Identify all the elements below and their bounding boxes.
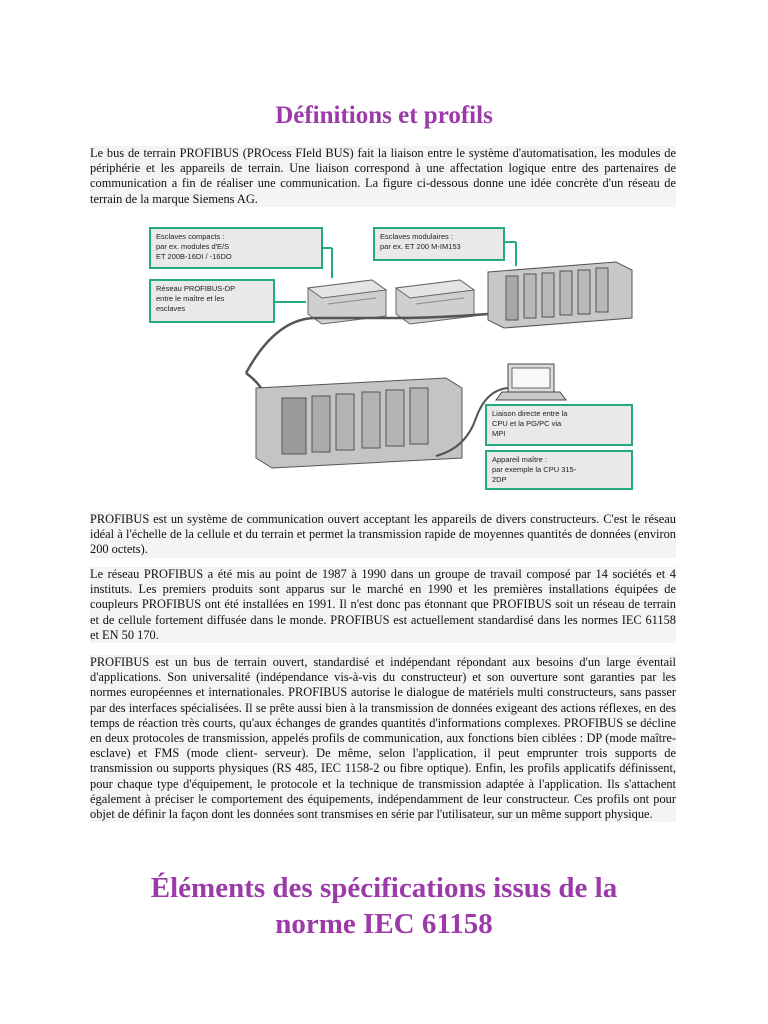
svg-text:esclaves: esclaves bbox=[156, 304, 186, 313]
svg-text:Esclaves compacts :: Esclaves compacts : bbox=[156, 232, 225, 241]
label-master-device bbox=[486, 451, 632, 489]
svg-text:par ex. ET 200 M-IM153: par ex. ET 200 M-IM153 bbox=[380, 242, 461, 251]
svg-text:2DP: 2DP bbox=[492, 475, 507, 484]
svg-text:Liaison directe entre la: Liaison directe entre la bbox=[492, 409, 568, 418]
title2-line2: norme IEC 61158 bbox=[275, 908, 493, 940]
intro-paragraph: Le bus de terrain PROFIBUS (PROcess FIeld BUS) fait la liaison entre le système d'automatisation, les modules de périphérie et les appareils de terrain. Une liaison correspond à une affectation logique entre des partenaires de communication a fin de réaliser une communication. La figure ci-dessous donne une idée concrète d'un réseau de terrain de la marque Siemens AG. bbox=[90, 146, 676, 206]
profibus-network-figure bbox=[136, 218, 636, 493]
svg-text:Esclaves modulaires :: Esclaves modulaires : bbox=[380, 232, 453, 241]
laptop-pgpc bbox=[496, 364, 566, 400]
modular-slave-rack bbox=[488, 262, 632, 328]
title2-line1: Éléments des spécifications issus de la bbox=[150, 872, 618, 904]
section-title-definitions: Définitions et profils bbox=[275, 102, 493, 129]
label-compact-slaves bbox=[150, 228, 322, 268]
master-rack bbox=[256, 378, 462, 468]
svg-text:par ex. modules d'E/S: par ex. modules d'E/S bbox=[156, 242, 230, 251]
section-title-iec61158 bbox=[0, 870, 768, 942]
paragraph-profiles: PROFIBUS est un bus de terrain ouvert, standardisé et indépendant répondant aux besoins d'un large éventail d'applications. Son universalité (indépendance vis-à-vis du constructeur) et son ouverture sont garanties par les normes européennes et internationales. PROFIBUS autorise le dialogue de matériels multi constructeurs, sans passer par des interfaces spécialisées. Il se prête aussi bien à la transmission de données exigeant des actions réflexes, en des temps de réaction très courts, qu'aux échanges de grandes quantités d'informations complexes. PROFIBUS se décline en deux protocoles de transmission, appelés profils de communication, aux fonctions bien ciblées : DP (mode maître-esclave) et FMS (mode client- serveur). De même, selon l'application, il peut emprunter trois supports de transmission ou supports physiques (RS 485, IEC 1158-2 ou fibre optique). Enfin, les profils applicatifs définissent, pour chaque type d'équipement, le protocole et la technique de transmission adaptée à l'application. Ils s'attachent également à préciser le comportement des équipements, indépendamment de leur constructeur. Ces profils ont pour objet de définir la façon dont les données sont transmises en série par l'utilisateur, sur un même support physique. bbox=[90, 655, 676, 822]
svg-text:entre le maître et les: entre le maître et les bbox=[156, 294, 225, 303]
svg-text:Appareil maître :: Appareil maître : bbox=[492, 455, 548, 464]
label-direct-link bbox=[486, 405, 632, 445]
svg-text:Réseau PROFIBUS-DP: Réseau PROFIBUS-DP bbox=[156, 284, 236, 293]
paragraph-history: Le réseau PROFIBUS a été mis au point de 1987 à 1990 dans un groupe de travail composé par 14 sociétés et 4 instituts. Les premiers produits sont apparus sur le marché en 1990 et les premières installations équipées de coupleurs PROFIBUS ont été installées en 1991. Il n'est donc pas étonnant que PROFIBUS soit un réseau de terrain et de cellule fortement diffusée dans le monde. PROFIBUS est actuellement standardisé dans les normes IEC 61158 et EN 50 170. bbox=[90, 567, 676, 642]
label-profibus-network bbox=[150, 280, 274, 322]
svg-text:MPI: MPI bbox=[492, 429, 506, 438]
svg-text:ET 200B-16DI / -16DO: ET 200B-16DI / -16DO bbox=[156, 252, 232, 261]
label-modular-slaves bbox=[374, 228, 504, 260]
svg-text:par exemple la CPU 315-: par exemple la CPU 315- bbox=[492, 465, 577, 474]
svg-text:CPU et la PG/PC via: CPU et la PG/PC via bbox=[492, 419, 562, 428]
paragraph-definition: PROFIBUS est un système de communication ouvert acceptant les appareils de divers constructeurs. C'est le réseau idéal à l'échelle de la cellule et du terrain et permet la transmission rapide de moyennes quantités de données (environ 200 octets). bbox=[90, 512, 676, 557]
